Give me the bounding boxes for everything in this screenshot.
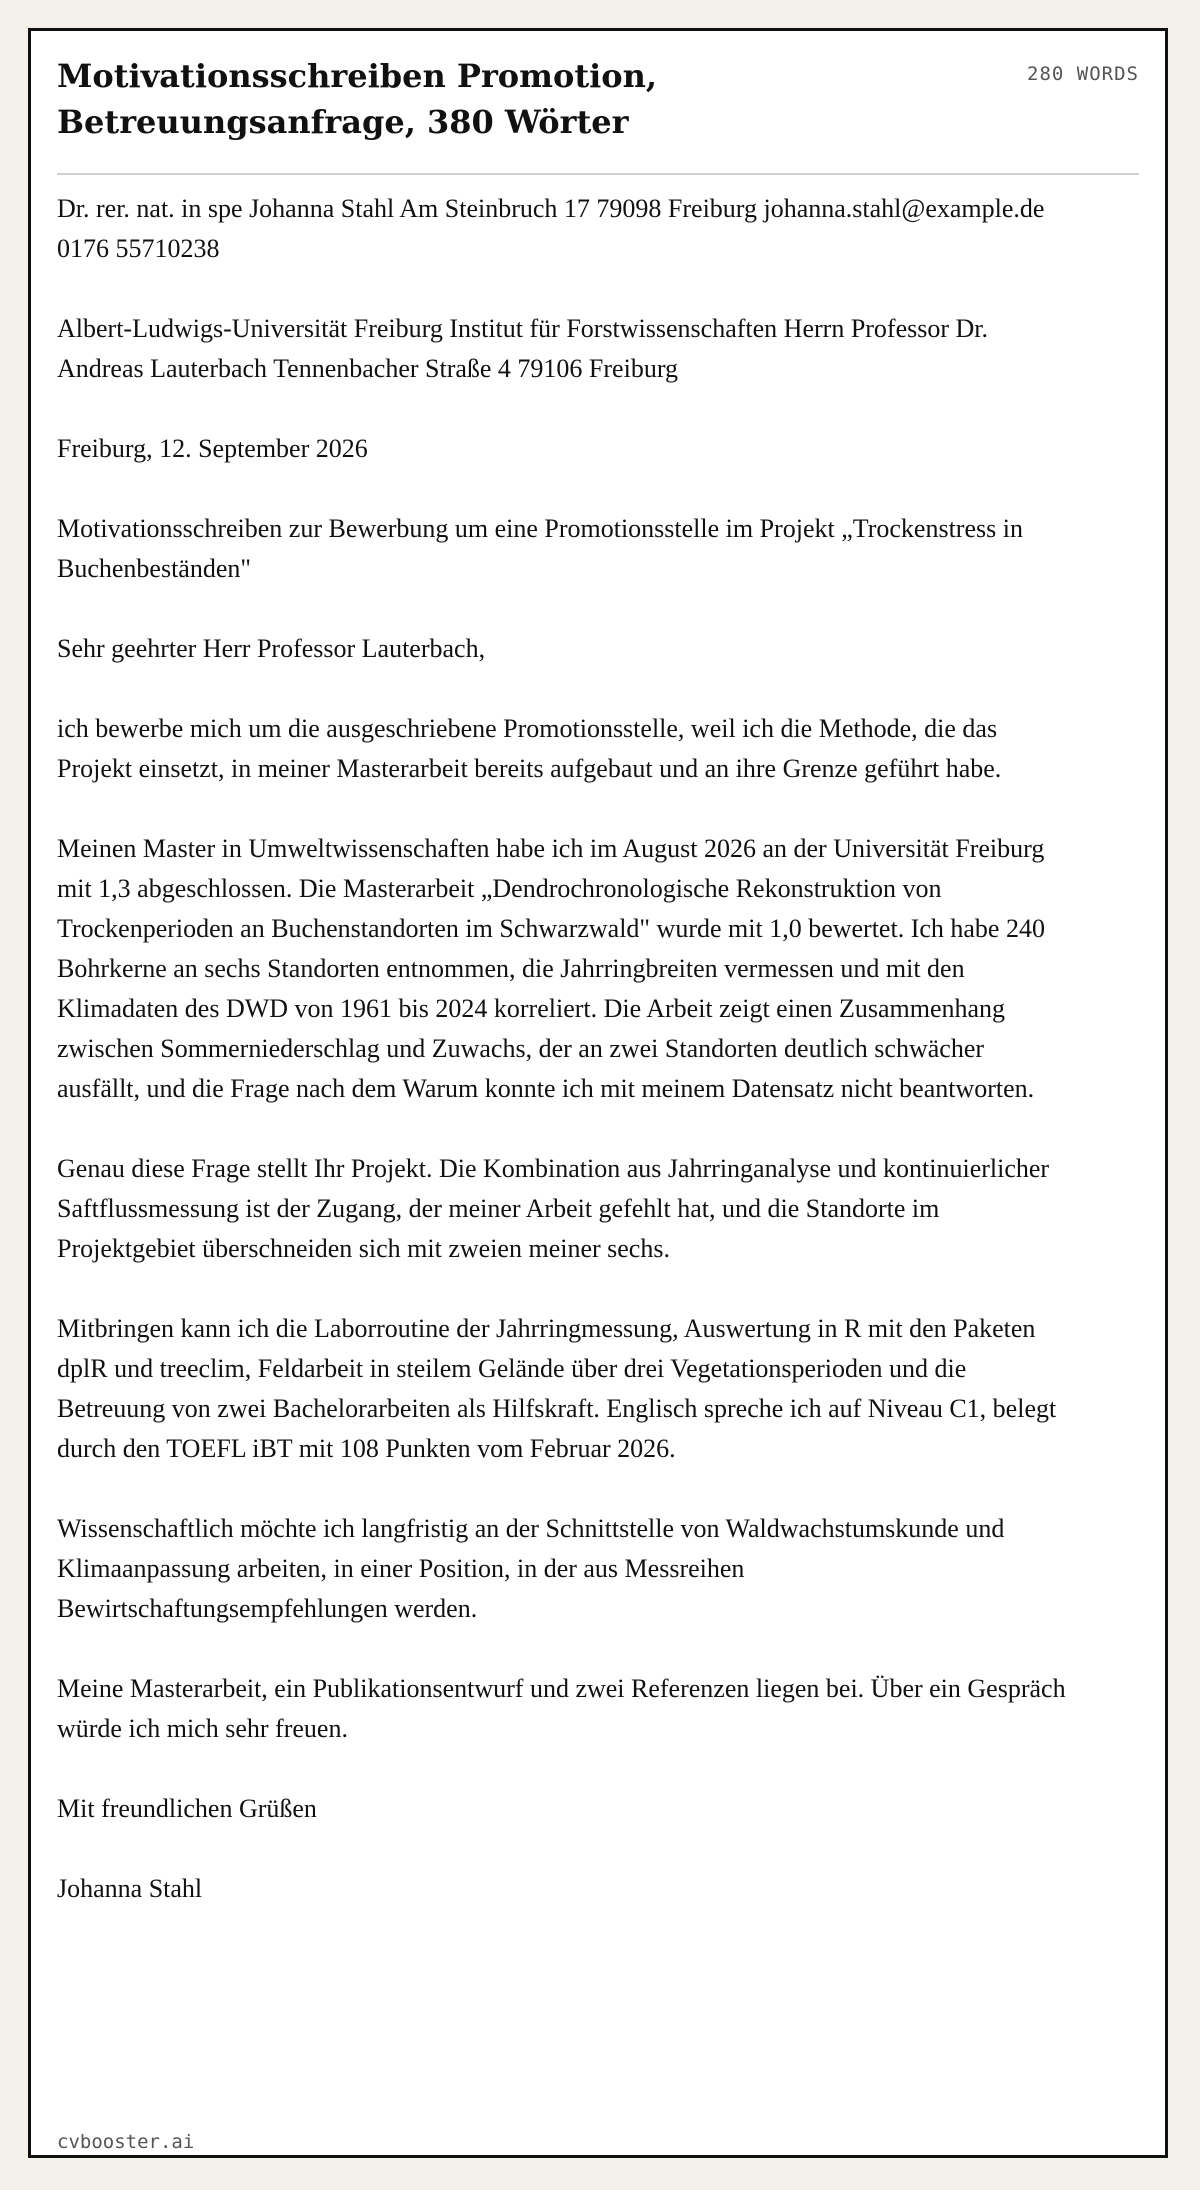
- letter-subject: Motivationsschreiben zur Bewerbung um eine Promotionsstelle im Projekt „Trockenstress in Buchenbeständen": [57, 514, 1023, 583]
- word-count-label: 280 WORDS: [1027, 63, 1139, 85]
- title-line-2: Betreuungsanfrage, 380 Wörter: [57, 103, 629, 141]
- body-paragraph-master: Meinen Master in Umweltwissenschaften habe ich im August 2026 an der Universität Freiburg mit 1,3 abgeschlossen. Die Masterarbeit „Dendrochronologische Rekonstruktion von Trockenperioden an Buchenstandorten im Schwarzwald" wurde mit 1,0 bewertet. Ich habe 240 Bohrkerne an sechs Standorten entnommen, die Jahrringbreiten vermessen und mit den Klimadaten des DWD von 1961 bis 2024 korreliert. Die Arbeit zeigt einen Zusammenhang zwischen Sommerniederschlag und Zuwachs, der an zwei Standorten deutlich schwächer ausfällt, und die Frage nach dem Warum konnte ich mit meinem Datensatz nicht beantworten.: [57, 834, 1045, 1103]
- body-paragraph-goals: Wissenschaftlich möchte ich langfristig an der Schnittstelle von Waldwachstumskunde und Klimaanpassung arbeiten, in einer Position, in der aus Messreihen Bewirtschaftungsempfehlungen werden.: [57, 1514, 1005, 1623]
- letter-salutation: Sehr geehrter Herr Professor Lauterbach,: [57, 634, 486, 663]
- letter-body: [57, 175, 1067, 1909]
- body-paragraph-project: Genau diese Frage stellt Ihr Projekt. Die Kombination aus Jahrringanalyse und kontinuierlicher Saftflussmessung ist der Zugang, der meiner Arbeit gefehlt hat, und die Standorte im Projektgebiet überschneiden sich mit zweien meiner sechs.: [57, 1154, 1050, 1263]
- letter-closing: Mit freundlichen Grüßen: [57, 1794, 317, 1823]
- recipient-address: Albert-Ludwigs-Universität Freiburg Institut für Forstwissenschaften Herrn Professor Dr. Andreas Lauterbach Tennenbacher Straße 4 79106 Freiburg: [57, 314, 989, 383]
- document-title: [57, 53, 657, 145]
- letter-signature: Johanna Stahl: [57, 1874, 203, 1903]
- body-paragraph-skills: Mitbringen kann ich die Laborroutine der Jahrringmessung, Auswertung in R mit den Paketen dplR und treeclim, Feldarbeit in steilem Gelände über drei Vegetationsperioden und die Betreuung von zwei Bachelorarbeiten als Hilfskraft. Englisch spreche ich auf Niveau C1, belegt durch den TOEFL iBT mit 108 Punkten vom Februar 2026.: [57, 1314, 1057, 1463]
- body-paragraph-attachments: Meine Masterarbeit, ein Publikationsentwurf und zwei Referenzen liegen bei. Über ein Gespräch würde ich mich sehr freuen.: [57, 1674, 1066, 1743]
- document-card: [28, 28, 1168, 2158]
- letter-date: Freiburg, 12. September 2026: [57, 434, 368, 463]
- body-paragraph-intro: ich bewerbe mich um die ausgeschriebene Promotionsstelle, weil ich die Methode, die das Projekt einsetzt, in meiner Masterarbeit bereits aufgebaut und an ihre Grenze geführt habe.: [57, 714, 1002, 783]
- footer-brand: cvbooster.ai: [57, 2131, 195, 2153]
- document-header: [57, 53, 1139, 175]
- title-line-1: Motivationsschreiben Promotion,: [57, 57, 658, 95]
- sender-address: Dr. rer. nat. in spe Johanna Stahl Am Steinbruch 17 79098 Freiburg johanna.stahl@example.de 0176 55710238: [57, 194, 1045, 263]
